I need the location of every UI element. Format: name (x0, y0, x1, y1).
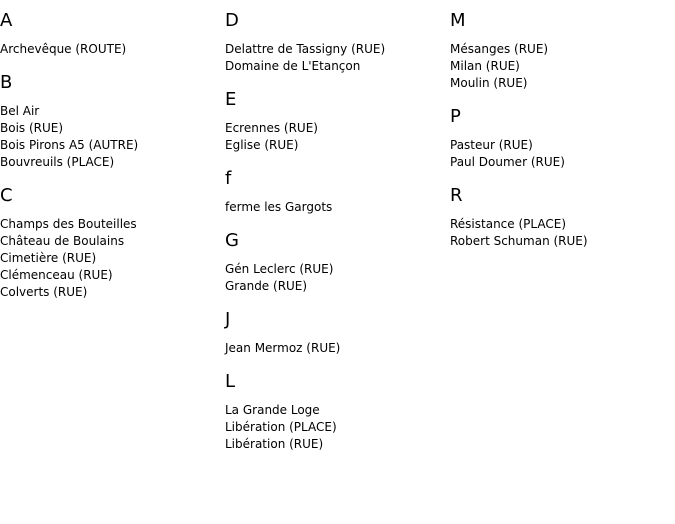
street-link[interactable]: Domaine de L'Etançon (225, 59, 361, 73)
street-list (450, 41, 675, 92)
street-link[interactable]: Résistance (PLACE) (450, 217, 566, 231)
section-letter-heading: C (0, 185, 13, 206)
street-list (0, 216, 225, 301)
street-link[interactable]: Clémenceau (RUE) (0, 268, 113, 282)
street-link[interactable]: Mésanges (RUE) (450, 42, 549, 56)
letter-group (450, 106, 675, 171)
section-letter-heading: B (0, 72, 13, 93)
section-letter-heading: L (225, 371, 236, 392)
street-list (225, 41, 450, 75)
index-column-2 (225, 10, 450, 467)
street-link[interactable]: Pasteur (RUE) (450, 138, 533, 152)
letter-group (225, 371, 450, 453)
street-link[interactable]: Moulin (RUE) (450, 76, 528, 90)
street-link[interactable]: Bois Pirons A5 (AUTRE) (0, 138, 139, 152)
street-list (225, 199, 450, 216)
street-link[interactable]: Milan (RUE) (450, 59, 520, 73)
letter-group (225, 309, 450, 357)
street-link[interactable]: Bouvreuils (PLACE) (0, 155, 115, 169)
letter-group (225, 10, 450, 75)
section-letter-heading: E (225, 89, 237, 110)
section-letter-heading: P (450, 106, 461, 127)
section-letter-heading: J (225, 309, 231, 330)
section-letter-heading: M (450, 10, 466, 31)
index-column-3 (450, 10, 675, 264)
street-link[interactable]: Château de Boulains (0, 234, 125, 248)
index-column-1 (0, 10, 225, 315)
street-link[interactable]: Jean Mermoz (RUE) (225, 341, 341, 355)
street-link[interactable]: Bel Air (0, 104, 40, 118)
street-list (450, 137, 675, 171)
street-link[interactable]: Robert Schuman (RUE) (450, 234, 588, 248)
section-letter-heading: f (225, 168, 232, 189)
street-link[interactable]: Ecrennes (RUE) (225, 121, 318, 135)
street-link[interactable]: ferme les Gargots (225, 200, 333, 214)
street-list (450, 216, 675, 250)
street-list (225, 402, 450, 453)
street-link[interactable]: Libération (PLACE) (225, 420, 337, 434)
letter-group (225, 168, 450, 216)
street-link[interactable]: Paul Doumer (RUE) (450, 155, 565, 169)
street-link[interactable]: Bois (RUE) (0, 121, 64, 135)
street-link[interactable]: La Grande Loge (225, 403, 320, 417)
street-link[interactable]: Eglise (RUE) (225, 138, 299, 152)
section-letter-heading: D (225, 10, 239, 31)
street-list (0, 103, 225, 171)
street-link[interactable]: Cimetière (RUE) (0, 251, 97, 265)
letter-group (0, 185, 225, 301)
section-letter-heading: A (0, 10, 13, 31)
letter-group (225, 89, 450, 154)
street-link[interactable]: Archevêque (ROUTE) (0, 42, 127, 56)
letter-group (450, 10, 675, 92)
street-list (225, 340, 450, 357)
letter-group (0, 72, 225, 171)
street-link[interactable]: Libération (RUE) (225, 437, 324, 451)
letter-group (0, 10, 225, 58)
street-list (225, 120, 450, 154)
letter-group (225, 230, 450, 295)
street-list (225, 261, 450, 295)
street-list (0, 41, 225, 58)
street-link[interactable]: Colverts (RUE) (0, 285, 88, 299)
street-link[interactable]: Gén Leclerc (RUE) (225, 262, 334, 276)
street-link[interactable]: Champs des Bouteilles (0, 217, 137, 231)
street-link[interactable]: Grande (RUE) (225, 279, 308, 293)
section-letter-heading: G (225, 230, 239, 251)
section-letter-heading: R (450, 185, 463, 206)
letter-group (450, 185, 675, 250)
street-link[interactable]: Delattre de Tassigny (RUE) (225, 42, 386, 56)
